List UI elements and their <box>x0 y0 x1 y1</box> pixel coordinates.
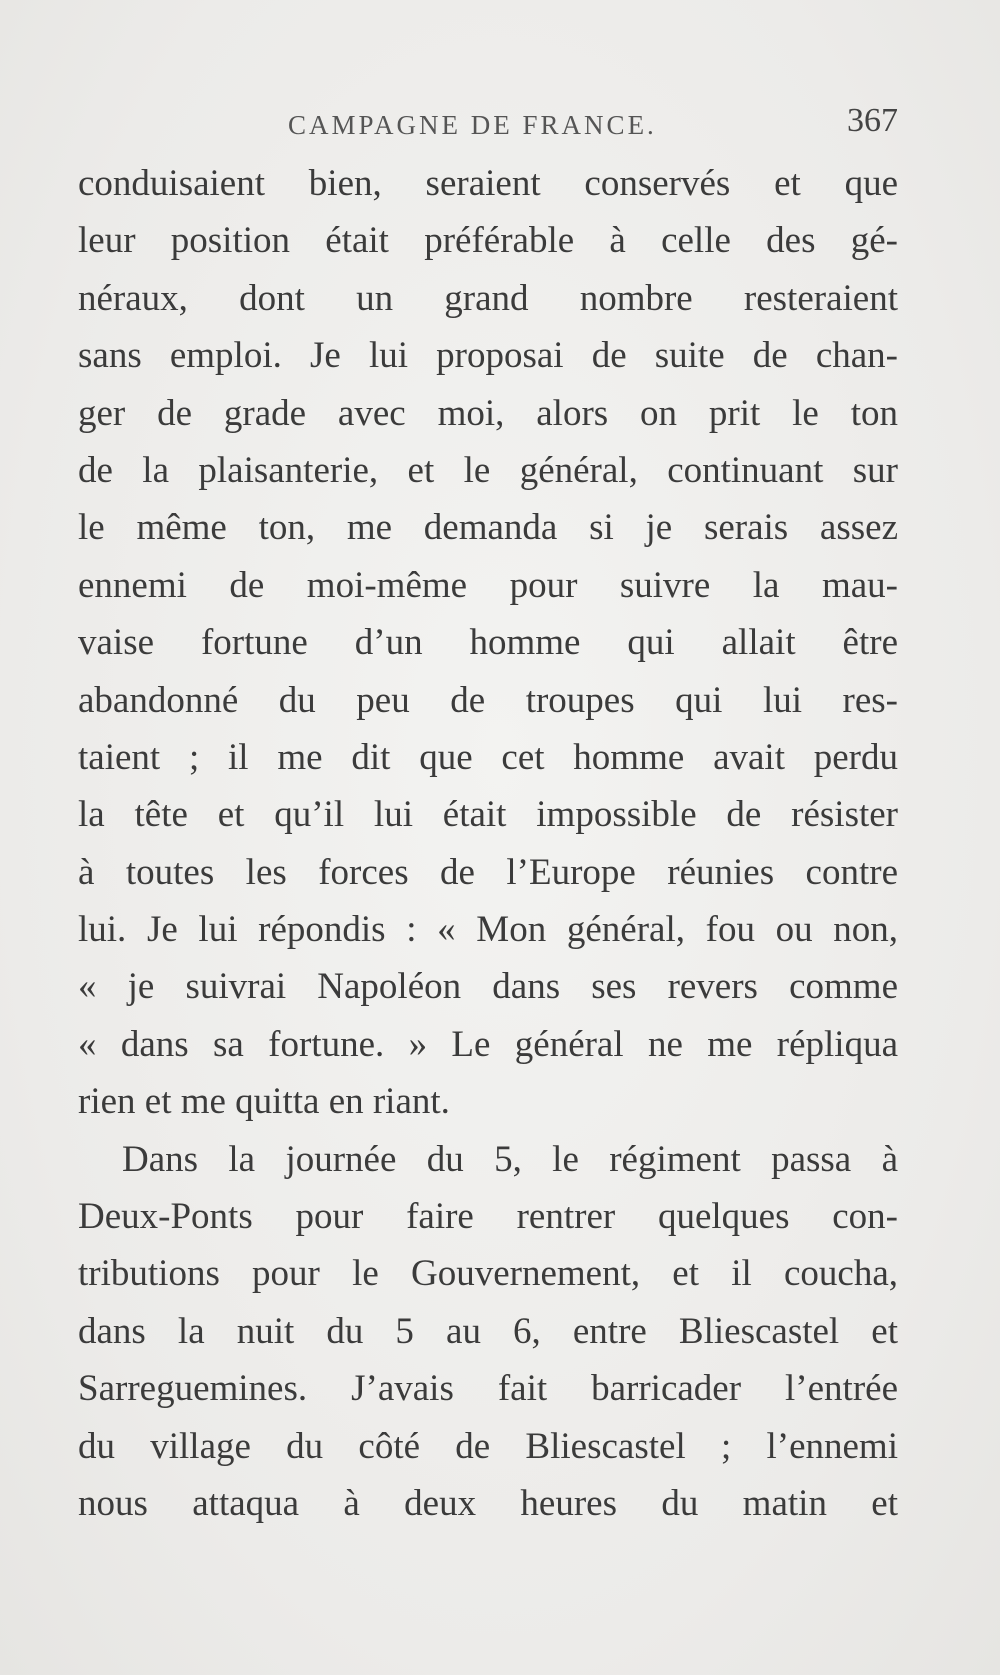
text-line: la tête et qu’il lui était impossible de résister <box>78 794 898 836</box>
page-number: 367 <box>847 102 898 139</box>
text-line: tributions pour le Gouvernement, et il coucha, <box>78 1253 898 1295</box>
body-text <box>78 155 898 1532</box>
text-line: « dans sa fortune. » Le général ne me répliqua <box>78 1023 898 1065</box>
text-line: lui. Je lui répondis : « Mon général, fou ou non, <box>78 909 898 951</box>
text-line: du village du côté de Bliescastel ; l’ennemi <box>78 1425 898 1467</box>
paragraph-end-line: rien et me quitta en riant. <box>78 1081 450 1123</box>
text-line: ger de grade avec moi, alors on prit le ton <box>78 392 898 434</box>
text-line: le même ton, me demanda si je serais assez <box>78 507 898 549</box>
text-line: nous attaqua à deux heures du matin et <box>78 1482 898 1524</box>
text-line: taient ; il me dit que cet homme avait perdu <box>78 736 898 778</box>
page-header <box>78 98 898 148</box>
text-line: abandonné du peu de troupes qui lui res- <box>78 679 898 721</box>
paragraph-start-line: Dans la journée du 5, le régiment passa à <box>122 1138 898 1180</box>
text-line: sans emploi. Je lui proposai de suite de chan- <box>78 335 898 377</box>
text-line: Sarreguemines. J’avais fait barricader l’entrée <box>78 1368 898 1410</box>
text-line: ennemi de moi-même pour suivre la mau- <box>78 564 898 606</box>
text-line: de la plaisanterie, et le général, continuant sur <box>78 449 898 491</box>
text-line: à toutes les forces de l’Europe réunies contre <box>78 851 898 893</box>
text-line: leur position était préférable à celle des gé- <box>78 220 898 262</box>
text-line: « je suivrai Napoléon dans ses revers comme <box>78 966 898 1008</box>
text-line: vaise fortune d’un homme qui allait être <box>78 622 898 664</box>
running-head: CAMPAGNE DE FRANCE. <box>288 110 657 140</box>
text-line: conduisaient bien, seraient conservés et que <box>78 163 898 204</box>
text-line: dans la nuit du 5 au 6, entre Bliescastel et <box>78 1310 898 1352</box>
text-line: Deux-Ponts pour faire rentrer quelques con- <box>78 1196 898 1238</box>
text-line: néraux, dont un grand nombre resteraient <box>78 277 898 319</box>
